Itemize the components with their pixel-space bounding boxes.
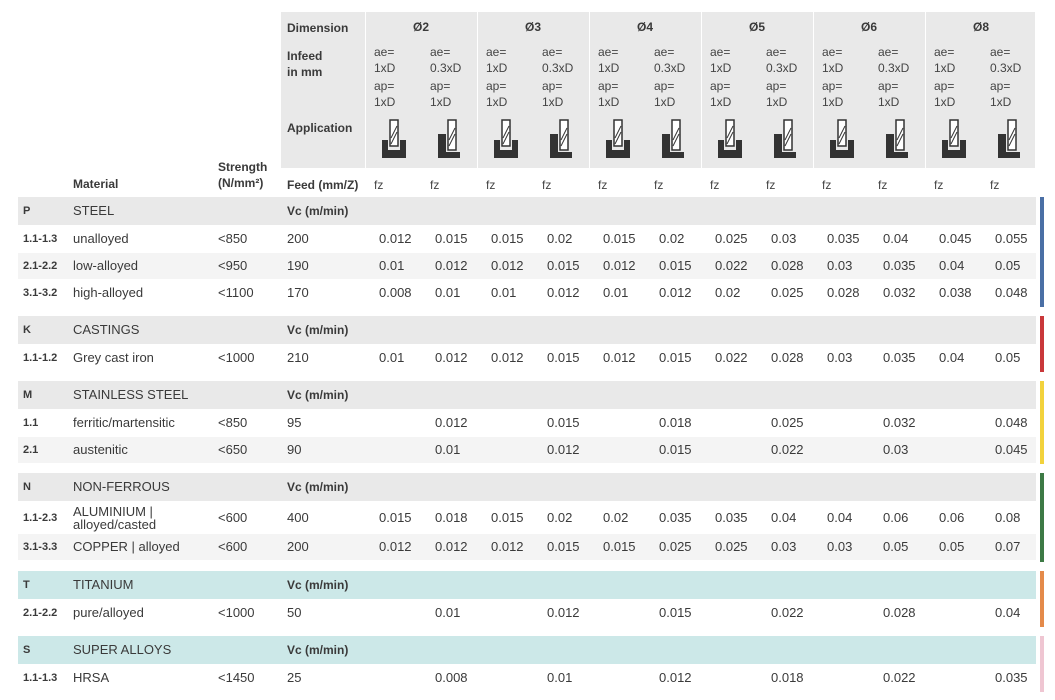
diameter-header: Ø2: [412, 20, 429, 34]
fz-value: 0.022: [715, 350, 748, 365]
fz-value: 0.03: [827, 539, 853, 554]
fz-value: 0.032: [883, 285, 916, 300]
table-row: [18, 253, 1036, 279]
fz-value: 0.012: [603, 350, 636, 365]
table-row: [18, 345, 1036, 371]
section-color-bar: [1040, 316, 1044, 372]
fz-value: 0.025: [715, 231, 748, 246]
application-label: Application: [287, 121, 353, 135]
fz-value: 0.045: [995, 442, 1028, 457]
fz-value: 0.015: [603, 539, 636, 554]
fz-value: 0.02: [547, 510, 573, 525]
fz-value: 0.03: [883, 442, 909, 457]
material-name: ferritic/martensitic: [73, 415, 175, 430]
fz-value: 0.048: [995, 285, 1028, 300]
ap-value: ap= 1xD: [934, 79, 956, 109]
section-code: K: [23, 324, 31, 336]
section-header-stainless-steel: [18, 381, 1036, 409]
strength-value: <1100: [218, 285, 254, 300]
strength-label: Strength (N/mm²): [218, 160, 268, 190]
section-color-bar: [1040, 381, 1044, 464]
material-name: austenitic: [73, 442, 128, 457]
fz-value: 0.012: [603, 258, 636, 273]
fz-label: fz: [486, 178, 496, 192]
fz-value: 0.04: [883, 231, 909, 246]
fz-value: 0.012: [491, 539, 524, 554]
table-row: [18, 665, 1036, 691]
material-name: Grey cast iron: [73, 350, 154, 365]
section-color-bar: [1040, 636, 1044, 692]
material-code: 1.1-1.3: [23, 233, 58, 245]
fz-value: 0.015: [659, 605, 692, 620]
vc-value: 25: [287, 670, 302, 685]
infeed-label: Infeed in mm: [287, 49, 323, 79]
fz-value: 0.05: [995, 258, 1021, 273]
feed-label: Feed (mm/Z): [287, 178, 359, 192]
fz-value: 0.02: [547, 231, 573, 246]
material-label: Material: [73, 177, 119, 191]
ae-value: ae= 0.3xD: [990, 45, 1022, 75]
full-slot-tool-icon: [828, 118, 858, 162]
fz-value: 0.012: [547, 285, 580, 300]
ae-value: ae= 0.3xD: [878, 45, 910, 75]
fz-value: 0.025: [659, 539, 692, 554]
material-name: HRSA: [73, 670, 110, 685]
strength-value: <950: [218, 258, 248, 273]
material-name: high-alloyed: [73, 285, 144, 300]
ap-value: ap= 1xD: [710, 79, 732, 109]
fz-value: 0.012: [379, 231, 412, 246]
full-slot-tool-icon: [940, 118, 970, 162]
side-milling-tool-icon: [996, 118, 1026, 162]
fz-value: 0.015: [659, 350, 692, 365]
fz-value: 0.028: [771, 350, 804, 365]
fz-value: 0.022: [771, 605, 804, 620]
vc-value: 90: [287, 442, 302, 457]
vc-value: 400: [287, 510, 309, 525]
fz-value: 0.04: [995, 605, 1021, 620]
fz-label: fz: [934, 178, 944, 192]
vc-value: 95: [287, 415, 302, 430]
fz-value: 0.03: [771, 231, 797, 246]
fz-value: 0.012: [435, 539, 468, 554]
section-code: P: [23, 205, 31, 217]
fz-value: 0.012: [435, 415, 468, 430]
fz-value: 0.012: [547, 442, 580, 457]
ap-value: ap= 1xD: [598, 79, 620, 109]
fz-value: 0.022: [715, 258, 748, 273]
material-name: COPPER | alloyed: [73, 539, 180, 554]
material-code: 2.1-2.2: [23, 607, 58, 619]
ae-value: ae= 1xD: [710, 45, 732, 75]
fz-value: 0.02: [659, 231, 685, 246]
material-code: 2.1-2.2: [23, 260, 58, 272]
section-color-bar: [1040, 473, 1044, 562]
table-row: [18, 226, 1036, 252]
fz-label: fz: [430, 178, 440, 192]
fz-value: 0.015: [547, 539, 580, 554]
ae-value: ae= 0.3xD: [430, 45, 462, 75]
fz-value: 0.012: [491, 350, 524, 365]
fz-value: 0.025: [771, 285, 804, 300]
header-divider: [589, 12, 590, 168]
fz-value: 0.025: [715, 539, 748, 554]
section-name: STAINLESS STEEL: [73, 387, 189, 402]
fz-value: 0.012: [659, 670, 692, 685]
vc-value: 210: [287, 350, 309, 365]
fz-value: 0.015: [547, 258, 580, 273]
full-slot-tool-icon: [492, 118, 522, 162]
diameter-header: Ø8: [972, 20, 989, 34]
material-code: 3.1-3.3: [23, 541, 58, 553]
fz-label: fz: [878, 178, 888, 192]
fz-value: 0.03: [827, 350, 853, 365]
fz-value: 0.01: [435, 285, 461, 300]
section-code: S: [23, 644, 31, 656]
diameter-header: Ø6: [860, 20, 877, 34]
fz-label: fz: [710, 178, 720, 192]
fz-label: fz: [654, 178, 664, 192]
fz-label: fz: [766, 178, 776, 192]
section-name: TITANIUM: [73, 577, 134, 592]
strength-value: <600: [218, 539, 248, 554]
fz-value: 0.02: [603, 510, 629, 525]
fz-value: 0.012: [491, 258, 524, 273]
fz-value: 0.045: [939, 231, 972, 246]
fz-label: fz: [374, 178, 384, 192]
fz-value: 0.03: [827, 258, 853, 273]
fz-value: 0.01: [603, 285, 629, 300]
vc-value: 200: [287, 231, 309, 246]
fz-label: fz: [990, 178, 1000, 192]
ae-value: ae= 1xD: [822, 45, 844, 75]
ap-value: ap= 1xD: [430, 79, 452, 109]
header-divider: [477, 12, 478, 168]
section-name: CASTINGS: [73, 322, 140, 337]
material-name-line1: ALUMINIUM |: [73, 504, 153, 519]
ae-value: ae= 1xD: [934, 45, 956, 75]
fz-value: 0.035: [715, 510, 748, 525]
fz-value: 0.01: [435, 442, 461, 457]
material-name: low-alloyed: [73, 258, 139, 273]
diameter-header: Ø5: [748, 20, 765, 34]
vc-value: 170: [287, 285, 309, 300]
vc-label: Vc (m/min): [287, 204, 349, 218]
fz-value: 0.035: [659, 510, 692, 525]
fz-value: 0.015: [547, 350, 580, 365]
side-milling-tool-icon: [548, 118, 578, 162]
ap-value: ap= 1xD: [822, 79, 844, 109]
fz-value: 0.022: [883, 670, 916, 685]
table-row: [18, 600, 1036, 626]
fz-value: 0.04: [827, 510, 853, 525]
table-row: [18, 502, 1036, 534]
strength-value: <1000: [218, 350, 255, 365]
fz-value: 0.032: [883, 415, 916, 430]
fz-value: 0.015: [547, 415, 580, 430]
section-header-steel: [18, 197, 1036, 225]
strength-value: <600: [218, 510, 248, 525]
fz-value: 0.04: [939, 258, 965, 273]
full-slot-tool-icon: [380, 118, 410, 162]
fz-value: 0.06: [939, 510, 965, 525]
ae-value: ae= 1xD: [598, 45, 620, 75]
fz-value: 0.015: [603, 231, 636, 246]
section-name: STEEL: [73, 203, 115, 218]
fz-value: 0.035: [827, 231, 860, 246]
fz-value: 0.012: [379, 539, 412, 554]
section-header-castings: [18, 316, 1036, 344]
strength-value: <850: [218, 231, 248, 246]
header-divider: [925, 12, 926, 168]
fz-label: fz: [598, 178, 608, 192]
table-row: [18, 280, 1036, 306]
section-code: N: [23, 481, 31, 493]
fz-value: 0.018: [659, 415, 692, 430]
fz-value: 0.06: [883, 510, 909, 525]
ae-value: ae= 1xD: [374, 45, 396, 75]
fz-value: 0.008: [379, 285, 412, 300]
ae-value: ae= 0.3xD: [766, 45, 798, 75]
fz-value: 0.012: [435, 258, 468, 273]
fz-value: 0.01: [379, 350, 405, 365]
strength-value: <1450: [218, 670, 255, 685]
fz-value: 0.01: [491, 285, 517, 300]
header-divider: [701, 12, 702, 168]
fz-label: fz: [542, 178, 552, 192]
fz-value: 0.07: [995, 539, 1021, 554]
fz-value: 0.028: [771, 258, 804, 273]
strength-value: <850: [218, 415, 248, 430]
fz-value: 0.035: [883, 258, 916, 273]
fz-value: 0.01: [435, 605, 461, 620]
side-milling-tool-icon: [884, 118, 914, 162]
fz-value: 0.012: [435, 350, 468, 365]
material-name: pure/alloyed: [73, 605, 144, 620]
section-color-bar: [1040, 197, 1044, 307]
fz-value: 0.04: [939, 350, 965, 365]
fz-value: 0.018: [771, 670, 804, 685]
fz-value: 0.028: [827, 285, 860, 300]
fz-value: 0.015: [659, 258, 692, 273]
dimension-label: Dimension: [287, 21, 349, 35]
fz-value: 0.03: [771, 539, 797, 554]
ap-value: ap= 1xD: [486, 79, 508, 109]
full-slot-tool-icon: [716, 118, 746, 162]
section-color-bar: [1040, 571, 1044, 627]
fz-value: 0.012: [659, 285, 692, 300]
section-name: SUPER ALLOYS: [73, 642, 172, 657]
header-divider: [813, 12, 814, 168]
vc-value: 190: [287, 258, 309, 273]
fz-value: 0.015: [659, 442, 692, 457]
material-code: 3.1-3.2: [23, 287, 58, 299]
fz-value: 0.08: [995, 510, 1021, 525]
side-milling-tool-icon: [436, 118, 466, 162]
ap-value: ap= 1xD: [878, 79, 900, 109]
ae-value: ae= 0.3xD: [654, 45, 686, 75]
material-name: [73, 505, 156, 531]
ap-value: ap= 1xD: [374, 79, 396, 109]
table-row: [18, 534, 1036, 560]
ap-value: ap= 1xD: [766, 79, 788, 109]
fz-value: 0.025: [771, 415, 804, 430]
vc-value: 50: [287, 605, 302, 620]
vc-label: Vc (m/min): [287, 388, 349, 402]
fz-value: 0.028: [883, 605, 916, 620]
full-slot-tool-icon: [604, 118, 634, 162]
vc-label: Vc (m/min): [287, 578, 349, 592]
fz-value: 0.038: [939, 285, 972, 300]
fz-value: 0.022: [771, 442, 804, 457]
section-code: M: [23, 389, 33, 401]
material-name-line2: alloyed/casted: [73, 517, 157, 532]
ae-value: ae= 0.3xD: [542, 45, 574, 75]
fz-value: 0.04: [771, 510, 797, 525]
material-code: 1.1-2.3: [23, 512, 58, 524]
material-code: 1.1-1.2: [23, 352, 58, 364]
fz-value: 0.05: [883, 539, 909, 554]
section-header-non-ferrous: [18, 473, 1036, 501]
fz-value: 0.035: [995, 670, 1028, 685]
vc-label: Vc (m/min): [287, 323, 349, 337]
diameter-header: Ø3: [524, 20, 541, 34]
strength-value: <1000: [218, 605, 255, 620]
side-milling-tool-icon: [772, 118, 802, 162]
side-milling-tool-icon: [660, 118, 690, 162]
fz-label: fz: [822, 178, 832, 192]
ap-value: ap= 1xD: [542, 79, 564, 109]
fz-value: 0.015: [491, 510, 524, 525]
material-code: 1.1-1.3: [23, 672, 58, 684]
fz-value: 0.015: [491, 231, 524, 246]
header-divider: [365, 12, 366, 168]
strength-value: <650: [218, 442, 248, 457]
section-name: NON-FERROUS: [73, 479, 170, 494]
fz-value: 0.008: [435, 670, 468, 685]
fz-value: 0.018: [435, 510, 468, 525]
fz-value: 0.05: [995, 350, 1021, 365]
section-header-titanium: [18, 571, 1036, 599]
fz-value: 0.012: [547, 605, 580, 620]
vc-value: 200: [287, 539, 309, 554]
fz-value: 0.048: [995, 415, 1028, 430]
vc-label: Vc (m/min): [287, 480, 349, 494]
ap-value: ap= 1xD: [654, 79, 676, 109]
vc-label: Vc (m/min): [287, 643, 349, 657]
material-code: 2.1: [23, 444, 39, 456]
fz-value: 0.01: [379, 258, 405, 273]
table-row: [18, 437, 1036, 463]
table-row: [18, 410, 1036, 436]
fz-value: 0.035: [883, 350, 916, 365]
material-name: unalloyed: [73, 231, 129, 246]
ae-value: ae= 1xD: [486, 45, 508, 75]
fz-value: 0.05: [939, 539, 965, 554]
fz-value: 0.02: [715, 285, 741, 300]
fz-value: 0.055: [995, 231, 1028, 246]
ap-value: ap= 1xD: [990, 79, 1012, 109]
diameter-header: Ø4: [636, 20, 653, 34]
material-code: 1.1: [23, 417, 39, 429]
section-code: T: [23, 579, 30, 591]
fz-value: 0.015: [435, 231, 468, 246]
section-header-super-alloys: [18, 636, 1036, 664]
fz-value: 0.01: [547, 670, 573, 685]
fz-value: 0.015: [379, 510, 412, 525]
